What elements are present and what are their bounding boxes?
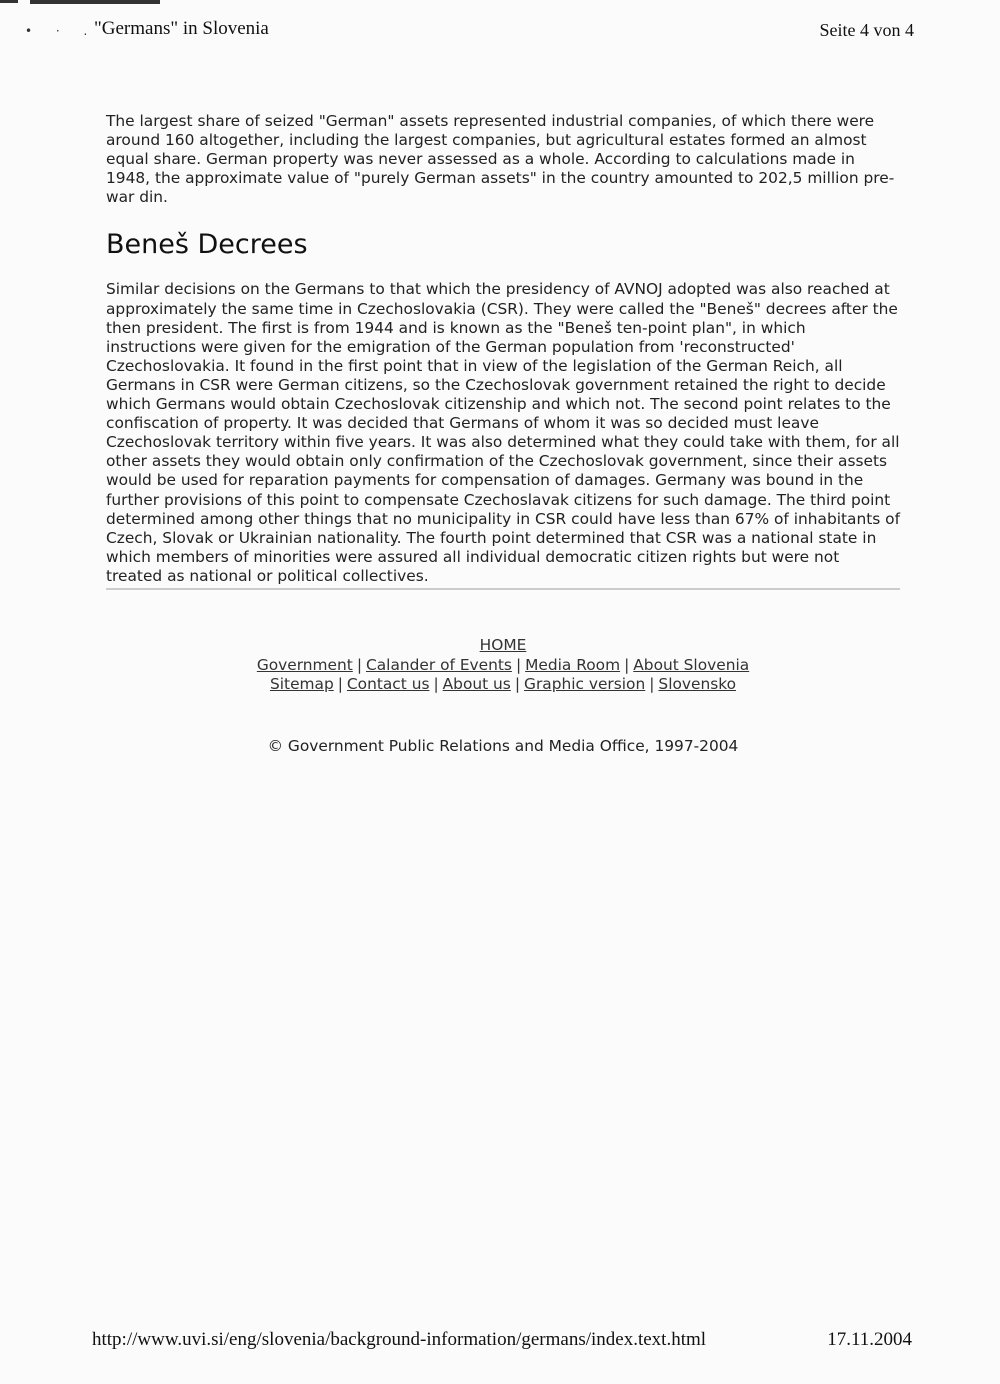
nav-separator: | [624, 655, 630, 674]
calander-of-events-link[interactable]: Calander of Events [366, 655, 512, 674]
print-footer-url: http://www.uvi.si/eng/slovenia/background-information/germans/index.text.html [92, 1329, 707, 1350]
footer-navigation [106, 636, 900, 695]
nav-separator: | [514, 675, 521, 693]
article-paragraph: The largest share of seized "German" assets represented industrial companies, of which there were around 160 altogether, including the largest companies, but agricultural estates formed an almost equal share. German property was never assessed as a whole. According to calculations made in 1948, the approximate value of "purely German assets" in the country amounted to 202,5 million pre-war din. [106, 112, 895, 207]
content-divider [106, 588, 900, 590]
nav-separator: | [433, 675, 439, 693]
print-header-marks: • · . [25, 24, 98, 38]
print-header-title: "Germans" in Slovenia [94, 18, 269, 39]
section-heading: Beneš Decrees [106, 229, 308, 261]
scan-edge-mark [30, 0, 160, 4]
home-link[interactable]: HOME [479, 636, 527, 654]
slovensko-link[interactable]: Slovensko [658, 675, 737, 693]
media-room-link[interactable]: Media Room [525, 655, 621, 674]
nav-separator: | [337, 675, 343, 693]
article-content [106, 112, 900, 590]
graphic-version-link[interactable]: Graphic version [524, 675, 646, 693]
print-footer-date: 17.11.2004 [827, 1329, 912, 1350]
nav-separator: | [515, 655, 522, 674]
nav-separator: | [356, 655, 362, 674]
government-link[interactable]: Government [256, 655, 353, 674]
sitemap-link[interactable]: Sitemap [269, 675, 334, 693]
about-slovenia-link[interactable]: About Slovenia [633, 655, 750, 674]
footer-nav-row [106, 675, 900, 695]
about-us-link[interactable]: About us [442, 675, 511, 693]
nav-separator: | [649, 675, 655, 693]
copyright-notice: © Government Public Relations and Media Office, 1997-2004 [267, 737, 739, 755]
print-header-page-number: Seite 4 von 4 [819, 20, 914, 40]
footer-nav-row [106, 656, 900, 676]
article-paragraph: Similar decisions on the Germans to that which the presidency of AVNOJ adopted was also reached at approximately the same time in Czechoslovakia (CSR). They were called the "Beneš" decrees after the then president. The first is from 1944 and is known as the "Beneš ten-point plan", in which instructions were given for the emigration of the German population from 'reconstructed' Czechoslovakia. It found in the first point that in view of the legislation of the German Reich, all Germans in CSR were German citizens, so the Czechoslovak government retained the right to decide which Germans would obtain Czechoslovak citizenship and which not. The second point relates to the confiscation of property. It was decided that Germans of whom it was so decided must leave Czechoslovak territory within five years. It was also determined what they could take with them, for all other assets they would obtain only confirmation of the Czechoslovak government, since their assets would be used for reparation payments for compensation of damages. Germany was bound in the further provisions of this point to compensate Czechoslavak citizens for such damage. The third point determined among other things that no municipality in CSR could have less than 67% of inhabitants of Czech, Slovak or Ukrainian nationality. The fourth point determined that CSR was a national state in which members of minorities were assured all individual democratic citizen rights but were not treated as national or political collectives. [106, 280, 900, 585]
contact-us-link[interactable]: Contact us [346, 675, 430, 693]
footer-nav-home-row [106, 636, 900, 656]
scan-edge-mark [0, 0, 18, 3]
